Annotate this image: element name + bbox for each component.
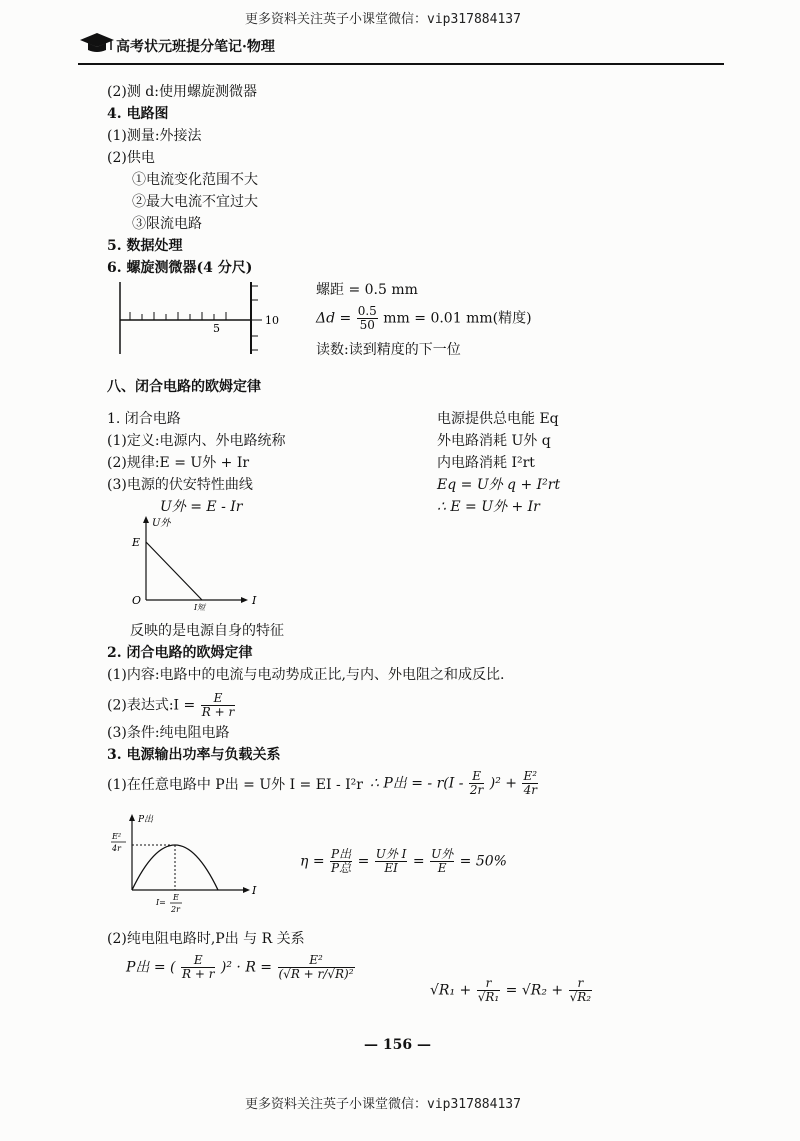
expr-den: R + r (201, 705, 235, 719)
relation-formula (430, 977, 593, 1004)
text-line: 3. 电源输出功率与负载关系 (107, 747, 281, 763)
pr-den1: R + r (181, 967, 215, 981)
right-line: 电源提供总电能 Eq (437, 411, 559, 427)
eff2-num: U外 I (375, 847, 407, 861)
text-line: 6. 螺旋测微器(4 分尺) (107, 260, 253, 276)
right-line: Eq = U外 q + I²rt (437, 477, 561, 493)
pr-formula (126, 954, 356, 981)
pr-mid: )² · R = (220, 959, 273, 976)
eff1-num: P出 (331, 847, 352, 861)
precision-formula (316, 305, 532, 332)
graduation-cap-icon (78, 30, 116, 54)
delta-lhs: Δd = (316, 310, 352, 327)
expression-line (107, 692, 236, 719)
header-watermark: 更多资料关注英子小课堂微信：vip317884137 (245, 12, 521, 27)
expr-label: (2)表达式:I = (107, 697, 196, 714)
pitch-text: 螺距 = 0.5 mm (316, 282, 418, 298)
delta-num: 0.5 (357, 304, 377, 318)
pr-num1: E (181, 954, 215, 968)
section-heading: 八、闭合电路的欧姆定律 (107, 379, 261, 395)
scale-label-5: 5 (213, 322, 220, 335)
text-line: (1)定义:电源内、外电路统称 (107, 433, 286, 449)
text-line: 2. 闭合电路的欧姆定律 (107, 645, 253, 661)
text-line: ①电流变化范围不大 (132, 172, 258, 188)
eff2-den: EI (384, 861, 398, 875)
ipk-pre: I= (156, 898, 166, 907)
voltage-current-graph (128, 512, 268, 612)
text-line: (3)电源的伏安特性曲线 (107, 477, 253, 493)
delta-rhs: mm = 0.01 mm(精度) (383, 310, 532, 327)
pr-lhs: P出 = ( (126, 959, 176, 976)
page-number: — 156 — (364, 1037, 431, 1053)
peak-den: 4r (112, 844, 121, 853)
book-title: 高考状元班提分笔记·物理 (116, 39, 275, 55)
axis-label-p: P出 (138, 815, 154, 825)
text-line: (3)条件:纯电阻电路 (107, 725, 230, 741)
rel-num1: r (477, 977, 501, 991)
right-line: 内电路消耗 I²rt (437, 455, 535, 471)
rel-lhs: √R₁ + (430, 982, 472, 999)
power-line-b (370, 770, 539, 797)
label-origin: O (132, 594, 142, 607)
axis-label-i2: I (252, 884, 257, 897)
right-line: 外电路消耗 U外 q (437, 433, 551, 449)
text-line: ②最大电流不宜过大 (132, 194, 258, 210)
label-e: E (132, 536, 141, 549)
micrometer-diagram (112, 278, 282, 358)
ipk-den: 2r (171, 905, 180, 914)
expr-num: E (201, 692, 235, 706)
rel-den2: √R₂ (569, 990, 592, 1004)
text-line: ③限流电路 (132, 216, 202, 232)
eff1-den: P总 (331, 861, 352, 875)
reading-text: 读数:读到精度的下一位 (316, 342, 461, 358)
text-line: (2)测 d:使用螺旋测微器 (107, 84, 257, 100)
text-line: 1. 闭合电路 (107, 411, 181, 427)
text-line: 5. 数据处理 (107, 238, 183, 254)
eta-lhs: η = (300, 853, 325, 870)
axis-label-u: U外 (152, 518, 171, 529)
text-line: 反映的是电源自身的特征 (130, 623, 284, 639)
right-line: ∴ E = U外 + Ir (437, 499, 540, 515)
rel-den1: √R₁ (477, 990, 500, 1004)
ipk-num: E (173, 893, 179, 902)
text-line: (2)供电 (107, 150, 155, 166)
text-line: (2)纯电阻电路时,P出 与 R 关系 (107, 931, 305, 947)
header-rule (78, 63, 724, 65)
peak-num: E² (112, 832, 122, 841)
axis-label-i: I (252, 594, 257, 607)
efficiency-formula: η = $\frac{\text{P出}}{\text{P总}}$ = $\frac{\text{U外 I}}{EI}$ = $\frac{\text{U外}}{E}$ = 50% (300, 847, 507, 875)
text-line: (2)规律:E = U外 + Ir (107, 455, 250, 471)
power-b-num: E (469, 770, 484, 784)
delta-den: 50 (359, 318, 375, 332)
formula-line: U外 = E - Ir (160, 499, 243, 515)
power-b-end: )² + (489, 775, 518, 792)
rel-mid: = √R₂ + (505, 982, 564, 999)
label-i-short: I短 (194, 603, 206, 612)
eff3-num: U外 (431, 847, 454, 861)
rel-num2: r (569, 977, 593, 991)
text-line: (1)内容:电路中的电流与电动势成正比,与内、外电阻之和成反比. (107, 667, 505, 683)
pr-num2: E² (278, 954, 355, 968)
eff3-den: E (437, 861, 447, 875)
scale-label-10: 10 (265, 314, 279, 327)
text-line: (1)测量:外接法 (107, 128, 202, 144)
eff-result: = 50% (459, 853, 507, 870)
text-line: 4. 电路图 (107, 106, 169, 122)
pr-den2: (√R + r/√R)² (278, 967, 354, 981)
footer-watermark: 更多资料关注英子小课堂微信：vip317884137 (245, 1097, 521, 1112)
power-current-graph (106, 808, 266, 920)
power-b-pre: ∴ P出 = - r(I - (370, 775, 464, 792)
power-b-den: 2r (469, 783, 484, 797)
power-b-den2: 4r (523, 783, 537, 797)
power-line: (1)在任意电路中 P出 = U外 I = EI - I²r (107, 777, 363, 793)
power-b-num2: E² (523, 769, 538, 783)
